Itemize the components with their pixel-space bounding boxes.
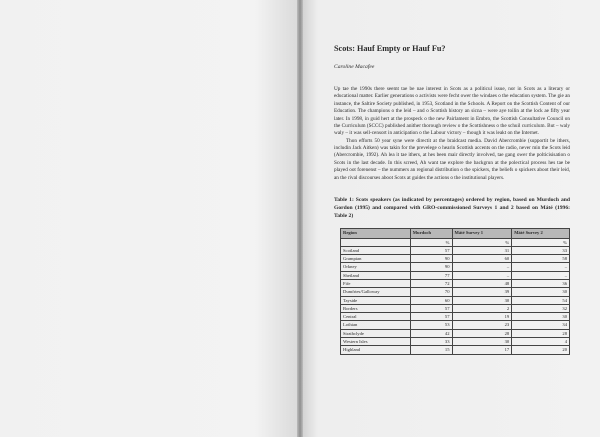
header-region: Region <box>341 229 411 238</box>
table-header-row <box>341 229 570 238</box>
unit-cell: % <box>512 238 570 246</box>
value-cell: 57 <box>410 313 452 321</box>
value-cell: 60 <box>452 255 512 263</box>
value-cell: 36 <box>512 279 570 287</box>
value-cell: 39 <box>452 288 512 296</box>
header-mate-survey-2: Máté Survey 2 <box>512 229 570 238</box>
value-cell: – <box>512 263 570 271</box>
value-cell: 15 <box>410 346 452 354</box>
value-cell: 23 <box>452 321 512 329</box>
value-cell: 30 <box>452 338 512 346</box>
region-cell: Strathclyde <box>341 329 411 337</box>
value-cell: 4 <box>512 338 570 346</box>
article-title: Scots: Hauf Empty or Hauf Fu? <box>334 44 446 53</box>
value-cell: 17 <box>452 346 512 354</box>
table-row <box>341 288 570 296</box>
region-cell: Shetland <box>341 271 411 279</box>
value-cell: 58 <box>512 255 570 263</box>
value-cell: 2 <box>452 304 512 312</box>
value-cell: 19 <box>452 313 512 321</box>
table-units-row <box>341 238 570 246</box>
value-cell: 77 <box>410 271 452 279</box>
unit-cell: % <box>410 238 452 246</box>
region-cell: Central <box>341 313 411 321</box>
value-cell: 48 <box>452 279 512 287</box>
value-cell: 30 <box>512 313 570 321</box>
scots-speakers-table <box>340 228 570 354</box>
value-cell: 54 <box>512 296 570 304</box>
region-cell: Borders <box>341 304 411 312</box>
region-cell: Grampian <box>341 255 411 263</box>
region-cell: Fife <box>341 279 411 287</box>
region-cell: Highland <box>341 346 411 354</box>
value-cell: 90 <box>410 263 452 271</box>
region-cell: Tayside <box>341 296 411 304</box>
article-author: Caroline Macafee <box>334 64 375 70</box>
value-cell: 30 <box>452 296 512 304</box>
table-row <box>341 313 570 321</box>
value-cell: 90 <box>410 255 452 263</box>
table-row <box>341 255 570 263</box>
table-row <box>341 321 570 329</box>
value-cell: 53 <box>410 321 452 329</box>
value-cell: 33 <box>410 338 452 346</box>
table-row <box>341 271 570 279</box>
value-cell: 33 <box>512 246 570 254</box>
value-cell: 70 <box>410 288 452 296</box>
table-row <box>341 263 570 271</box>
table-row <box>341 338 570 346</box>
value-cell: 28 <box>512 329 570 337</box>
value-cell: 34 <box>512 321 570 329</box>
header-murdoch: Murdoch <box>410 229 452 238</box>
value-cell: 31 <box>452 246 512 254</box>
region-cell: Scotland <box>341 246 411 254</box>
region-cell: Lothian <box>341 321 411 329</box>
value-cell: – <box>512 271 570 279</box>
table-row <box>341 304 570 312</box>
value-cell: – <box>452 263 512 271</box>
value-cell: 60 <box>410 296 452 304</box>
table-row <box>341 346 570 354</box>
value-cell: 72 <box>410 279 452 287</box>
table-row <box>341 279 570 287</box>
unit-cell: % <box>452 238 512 246</box>
value-cell: 28 <box>452 329 512 337</box>
unit-cell <box>341 238 411 246</box>
region-cell: Dumfries/Galloway <box>341 288 411 296</box>
region-cell: Western Isles <box>341 338 411 346</box>
region-cell: Orkney <box>341 263 411 271</box>
value-cell: 57 <box>410 246 452 254</box>
value-cell: – <box>452 271 512 279</box>
header-mate-survey-1: Máté Survey 1 <box>452 229 512 238</box>
table-caption: Table 1: Scots speakers (as indicated by percentages) ordered by region, based on Murdoch and Gordon (1995) and compared with GRO-commissioned Surveys 1 and 2 based on Máté (1996: Table 2) <box>334 196 570 220</box>
table-row <box>341 246 570 254</box>
value-cell: 32 <box>512 304 570 312</box>
table-row <box>341 296 570 304</box>
body-paragraph-1: Up tae the 1990s there seemt tae be nae interest in Scots as a politicul issue, nor in Scots as a literary or educational matter. Earlier generations o activists were fecht ower the windaes o the education system. The gie an instance, the Saltire Society published, in 1953, Scotland in the Schools. A Report on the Scottish Content of our Education. The champions o the leid – and o Scottish history an sicna – were aye toilin at the lock ae fifty year later. In 1998, in guid hert at the prospeck o the new Pairlament in Embro, the Scottish Consultative Council on the Curriculum (SCCC) published anither thorough review o the Scottishness o the schuil curriculum. But – waly waly – it was sell-censort in anticipation o the Labour victory – though it was leakt on the Internet. <box>334 86 570 137</box>
value-cell: 42 <box>410 329 452 337</box>
body-paragraph-2: Thon efforts 50 year syne were directit at the braidcast media. David Abercrombie (supportit be ithers, includin Jack Aitken) was takin for the prevelege o hearin Scottish accents on the radio, never min the Scots leid (Abercrombie, 1992). Ah lea it tae ithers, at hes been mair directly involved, tae gang ower the polticisisation o Scots in the last decade. In this screed, Ah want tae explore the backgrun at the polectical process hes tae be played oot forenenst – the nummers an regional distribution o the spickers, the beliefs o spickers aboot their leid, an the rival discourses aboot Scots at guides the actions o the institutional players. <box>334 137 570 181</box>
value-cell: 20 <box>512 346 570 354</box>
right-page-content <box>334 44 570 355</box>
value-cell: 30 <box>512 288 570 296</box>
book-gutter <box>297 0 303 437</box>
table-row <box>341 329 570 337</box>
table-body <box>341 238 570 354</box>
value-cell: 57 <box>410 304 452 312</box>
